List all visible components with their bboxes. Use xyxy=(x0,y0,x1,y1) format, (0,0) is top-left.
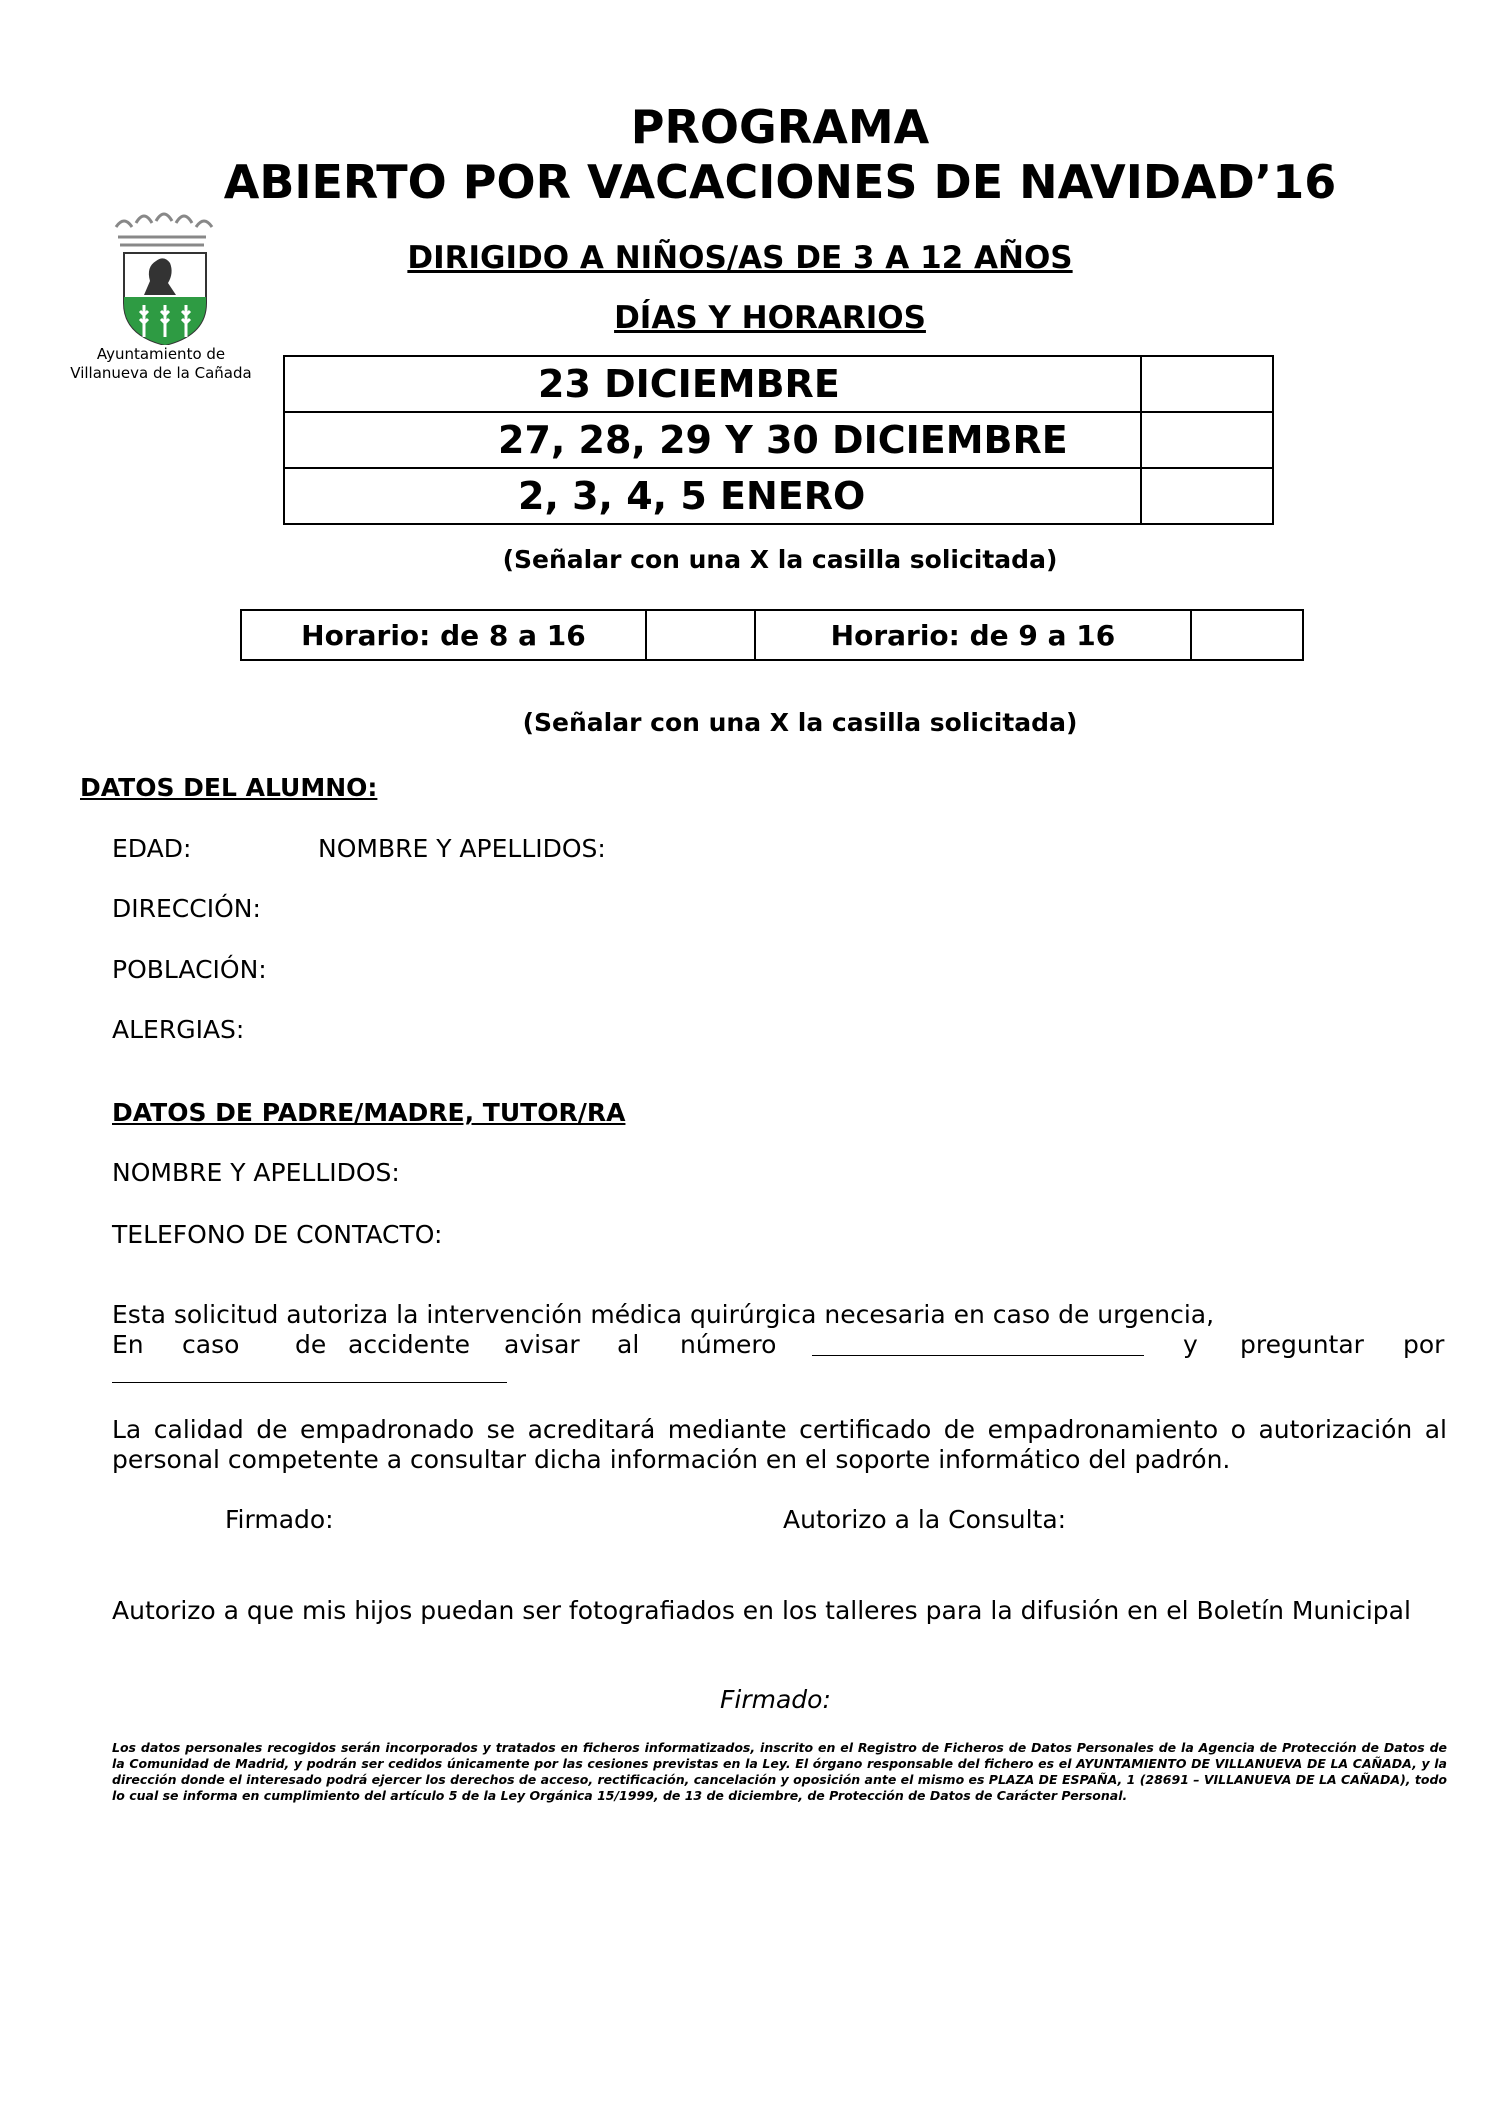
hour-checkbox-cell[interactable] xyxy=(1191,610,1303,660)
date-checkbox-cell[interactable] xyxy=(1141,356,1273,412)
coat-of-arms-icon xyxy=(56,205,266,345)
direccion-label: DIRECCIÓN: xyxy=(112,894,261,923)
date-label: 27, 28, 29 Y 30 DICIEMBRE xyxy=(284,412,1141,468)
title-programa: PROGRAMA xyxy=(630,100,930,154)
firmado-label: Firmado: xyxy=(225,1505,334,1534)
word: caso xyxy=(182,1330,240,1359)
hour-checkbox-cell[interactable] xyxy=(646,610,755,660)
table-row xyxy=(284,412,1273,468)
fotos-text: Autorizo a que mis hijos puedan ser fotografiados en los talleres para la difusión en el Boletín Municipal xyxy=(112,1596,1411,1625)
word: por xyxy=(1403,1330,1445,1359)
word: preguntar xyxy=(1240,1330,1364,1359)
empadronado-text: La calidad de empadronado se acreditará mediante certificado de empadronamiento o autorización al personal competente a consultar dicha información en el soporte informático del padrón. xyxy=(112,1415,1447,1474)
word: y xyxy=(1183,1330,1198,1359)
table-row xyxy=(284,356,1273,412)
alumno-heading: DATOS DEL ALUMNO: xyxy=(80,773,378,802)
hour-label: Horario: de 8 a 16 xyxy=(241,610,646,660)
legal-disclaimer: Los datos personales recogidos serán incorporados y tratados en ficheros informatizados, inscrito en el Registro de Ficheros de Datos Personales de la Agencia de Protección de Datos de la Comunidad de Madrid, y podrán ser cedidos únicamente por las cesiones previstas en la Ley. El órgano responsable del fichero es el AYUNTAMIENTO DE VILLANUEVA DE LA CAÑADA, y la dirección donde el interesado podrá ejercer los derechos de acceso, rectificación, cancelación y oposición ante el mismo es PLAZA DE ESPAÑA, 1 (28691 – VILLANUEVA DE LA CAÑADA), todo lo cual se informa en cumplimiento del artículo 5 de la Ley Orgánica 15/1999, de 13 de diciembre, de Protección de Datos de Carácter Personal. xyxy=(112,1740,1447,1803)
logo-caption-line2: Villanueva de la Cañada xyxy=(70,364,252,382)
date-checkbox-cell[interactable] xyxy=(1141,468,1273,524)
padre-heading: DATOS DE PADRE/MADRE, TUTOR/RA xyxy=(112,1098,626,1127)
subtitle-age: DIRIGIDO A NIÑOS/AS DE 3 A 12 AÑOS xyxy=(407,240,1073,276)
poblacion-label: POBLACIÓN: xyxy=(112,955,267,984)
telefono-label: TELEFONO DE CONTACTO: xyxy=(112,1220,443,1249)
date-checkbox-cell[interactable] xyxy=(1141,412,1273,468)
dates-table xyxy=(283,355,1274,525)
word: avisar xyxy=(504,1330,580,1359)
word: de xyxy=(295,1330,327,1359)
padre-nombre-label: NOMBRE Y APELLIDOS: xyxy=(112,1158,400,1187)
section-heading-days: DÍAS Y HORARIOS xyxy=(614,300,926,336)
table-row xyxy=(241,610,1303,660)
table-row xyxy=(284,468,1273,524)
alergias-label: ALERGIAS: xyxy=(112,1015,245,1044)
autoriza-medica-text: Esta solicitud autoriza la intervención médica quirúrgica necesaria en caso de urgencia, xyxy=(112,1300,1215,1329)
word: al xyxy=(617,1330,640,1359)
instruction-note-2: (Señalar con una X la casilla solicitada) xyxy=(522,708,1078,737)
firmado-label-2: Firmado: xyxy=(720,1685,831,1714)
logo-caption-line1: Ayuntamiento de xyxy=(96,345,226,363)
word: accidente xyxy=(348,1330,471,1359)
hours-table xyxy=(240,609,1304,661)
instruction-note-1: (Señalar con una X la casilla solicitada) xyxy=(502,545,1058,574)
contact-name-line[interactable] xyxy=(112,1382,507,1383)
title-navidad: ABIERTO POR VACACIONES DE NAVIDAD’16 xyxy=(223,155,1337,209)
phone-number-line[interactable] xyxy=(812,1355,1144,1356)
word: número xyxy=(680,1330,777,1359)
word: En xyxy=(112,1330,144,1359)
edad-label: EDAD: xyxy=(112,834,192,863)
date-label: 23 DICIEMBRE xyxy=(284,356,1141,412)
alumno-nombre-label: NOMBRE Y APELLIDOS: xyxy=(318,834,606,863)
date-label: 2, 3, 4, 5 ENERO xyxy=(284,468,1141,524)
consulta-label: Autorizo a la Consulta: xyxy=(783,1505,1067,1534)
logo-caption xyxy=(56,345,266,383)
hour-label: Horario: de 9 a 16 xyxy=(755,610,1191,660)
